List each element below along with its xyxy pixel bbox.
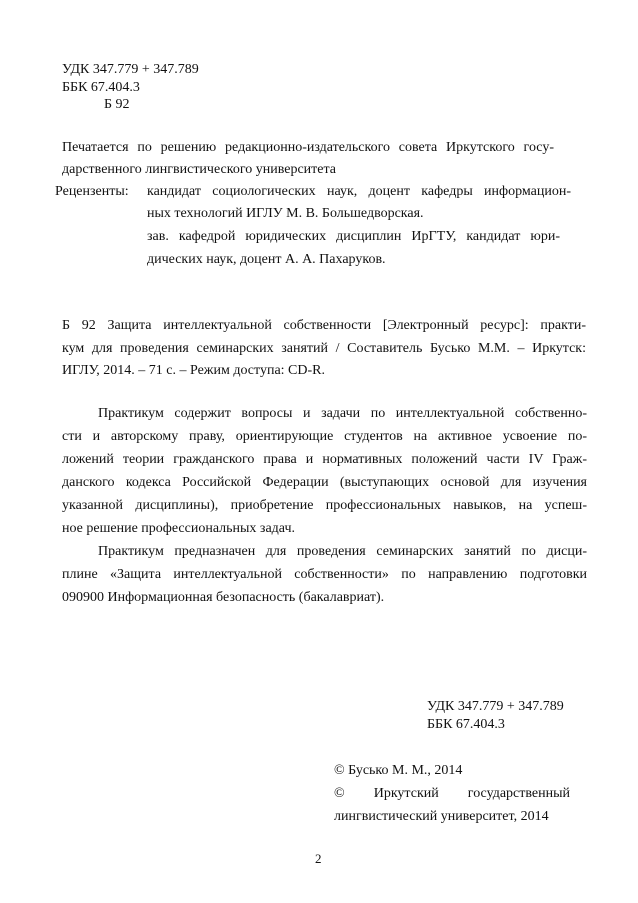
abstract-p2-line-1: Практикум предназначен для проведения семинарских занятий по дисци- — [98, 544, 587, 559]
bibliographic-line-3: ИГЛУ, 2014. – 71 с. – Режим доступа: CD-R. — [62, 363, 325, 378]
abstract-p2-line-2: плине «Защита интеллектуальной собственности» по направлению подготовки — [62, 567, 587, 582]
abstract-p1-line-2: сти и авторскому праву, ориентирующие студентов на активное усвоение по- — [62, 429, 587, 444]
abstract-p1-line-6: ное решение профессиональных задач. — [62, 521, 295, 536]
udk-code: УДК 347.779 + 347.789 — [62, 62, 199, 77]
bbk-code: ББК 67.404.3 — [62, 80, 140, 95]
abstract-p2-line-3: 090900 Информационная безопасность (бакалавриат). — [62, 590, 385, 605]
abstract-p1-line-5: указанной дисциплины), приобретение профессиональных навыков, на успеш- — [62, 498, 587, 513]
reviewer-1-line-1: кандидат социологических наук, доцент кафедры информацион- — [147, 184, 571, 199]
publication-note-line-1: Печатается по решению редакционно-издательского совета Иркутского госу- — [62, 140, 554, 155]
author-mark: Б 92 — [104, 97, 130, 112]
copyright-university-line-2: лингвистический университет, 2014 — [334, 809, 549, 824]
bibliographic-line-1: Б 92 Защита интеллектуальной собственности [Электронный ресурс]: практи- — [62, 318, 586, 333]
page-number: 2 — [315, 851, 322, 866]
reviewers-label: Рецензенты: — [55, 184, 129, 199]
copyright-author: © Бусько М. М., 2014 — [334, 763, 463, 778]
abstract-p1-line-1: Практикум содержит вопросы и задачи по интеллектуальной собственно- — [98, 406, 587, 421]
abstract-p1-line-3: ложений теории гражданского права и нормативных положений части IV Граж- — [62, 452, 587, 467]
footer-udk-code: УДК 347.779 + 347.789 — [427, 699, 564, 714]
copyright-university-line-1: © Иркутский государственный — [334, 786, 570, 801]
abstract-p1-line-4: данского кодекса Российской Федерации (выступающих основой для изучения — [62, 475, 587, 490]
reviewer-1-line-2: ных технологий ИГЛУ М. В. Большедворская. — [147, 206, 424, 221]
footer-bbk-code: ББК 67.404.3 — [427, 717, 505, 732]
reviewer-2-line-1: зав. кафедрой юридических дисциплин ИрГТУ, кандидат юри- — [147, 229, 560, 244]
publication-note-line-2: дарственного лингвистического университета — [62, 162, 336, 177]
reviewer-2-line-2: дических наук, доцент А. А. Пахаруков. — [147, 252, 386, 267]
bibliographic-line-2: кум для проведения семинарских занятий / Составитель Бусько М.М. – Иркутск: — [62, 341, 586, 356]
